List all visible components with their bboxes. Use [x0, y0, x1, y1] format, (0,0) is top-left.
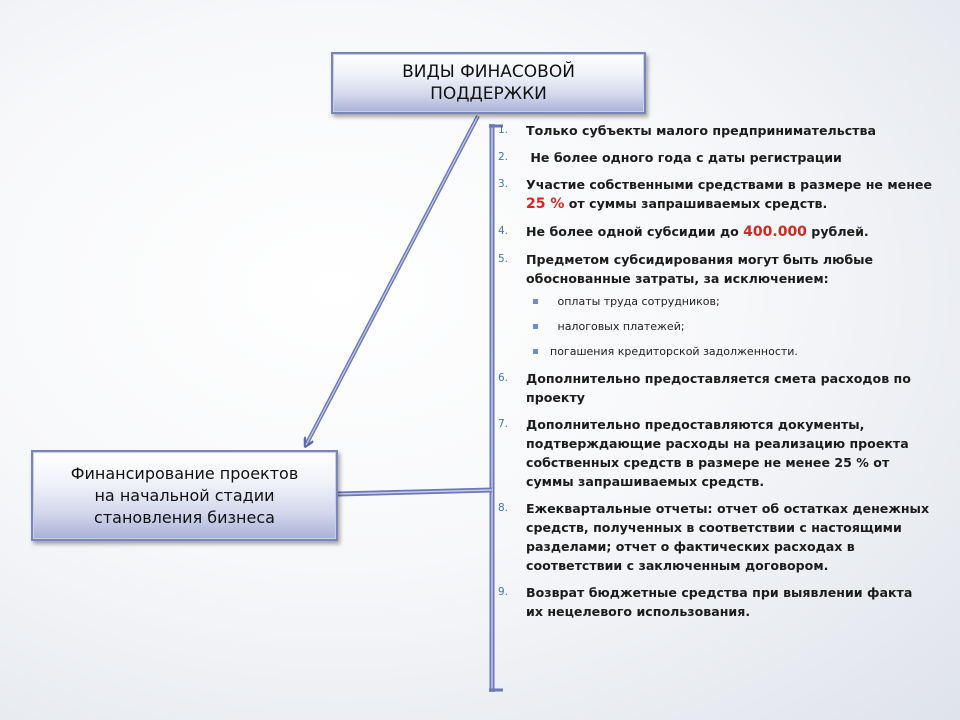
- condition-number: 6.: [498, 372, 509, 384]
- title-box-label: ВИДЫ ФИНАСОВОЙ ПОДДЕРЖКИ: [402, 62, 575, 104]
- condition-item: [492, 222, 932, 242]
- condition-number: 1.: [498, 124, 509, 136]
- condition-number: 4.: [498, 225, 509, 237]
- condition-text: Дополнительно предоставляется смета расходов по проекту: [526, 371, 911, 405]
- bullet-icon: [533, 349, 538, 354]
- highlight-amount: 400.000: [743, 224, 807, 240]
- condition-item: [492, 148, 932, 167]
- conditions-list: [492, 121, 932, 629]
- condition-item: [492, 583, 932, 621]
- condition-text: Предметом субсидирования могут быть любые обоснованные затраты, за исключением:: [526, 252, 874, 286]
- condition-number: 7.: [498, 418, 509, 430]
- condition-text-after: от суммы запрашиваемых средств.: [564, 196, 828, 211]
- condition-item: [492, 250, 932, 288]
- exclusions-wrapper: [492, 294, 932, 360]
- condition-number: 5.: [498, 253, 509, 265]
- condition-text: Не более одного года с даты регистрации: [526, 150, 842, 165]
- bullet-icon: [533, 324, 538, 329]
- project-box: [31, 450, 338, 541]
- project-box-label: Финансирование проектов на начальной стадии становления бизнеса: [70, 463, 299, 527]
- condition-number: 3.: [498, 178, 509, 190]
- condition-text: Дополнительно предоставляются документы, подтверждающие расходы на реализацию проекта собственных средств в размере не менее 25 % от суммы запрашиваемых средств.: [526, 417, 909, 489]
- exclusion-text: погашения кредиторской задолженности.: [550, 345, 798, 358]
- highlight-percent: 25 %: [526, 196, 565, 212]
- exclusion-item: [492, 294, 932, 310]
- condition-number: 8.: [498, 502, 509, 514]
- condition-item: [492, 121, 932, 140]
- condition-text: Только субъекты малого предпринимательства: [526, 123, 876, 138]
- bullet-icon: [533, 299, 538, 304]
- condition-text-before: Участие собственными средствами в размере не менее: [526, 177, 932, 192]
- condition-text-after: рублей.: [806, 224, 869, 239]
- exclusions-list: [492, 294, 932, 360]
- exclusion-item: [492, 319, 932, 335]
- exclusion-text: налоговых платежей;: [554, 320, 685, 333]
- condition-item: [492, 499, 932, 575]
- condition-item: [492, 415, 932, 491]
- condition-text: Ежеквартальные отчеты: отчет об остатках денежных средств, полученных в соответствии с настоящими разделами; отчет о фактических расходах в соответствии с заключенным договором.: [526, 501, 930, 573]
- condition-text: Возврат бюджетные средства при выявлении факта их нецелевого использования.: [526, 585, 913, 619]
- title-box: [331, 52, 646, 114]
- condition-number: 9.: [498, 586, 509, 598]
- condition-item: [492, 369, 932, 407]
- condition-number: 2.: [498, 151, 509, 163]
- condition-text-before: Не более одной субсидии до: [526, 224, 744, 239]
- condition-item: [492, 175, 932, 214]
- exclusion-text: оплаты труда сотрудников;: [554, 295, 720, 308]
- exclusion-item: [492, 344, 932, 360]
